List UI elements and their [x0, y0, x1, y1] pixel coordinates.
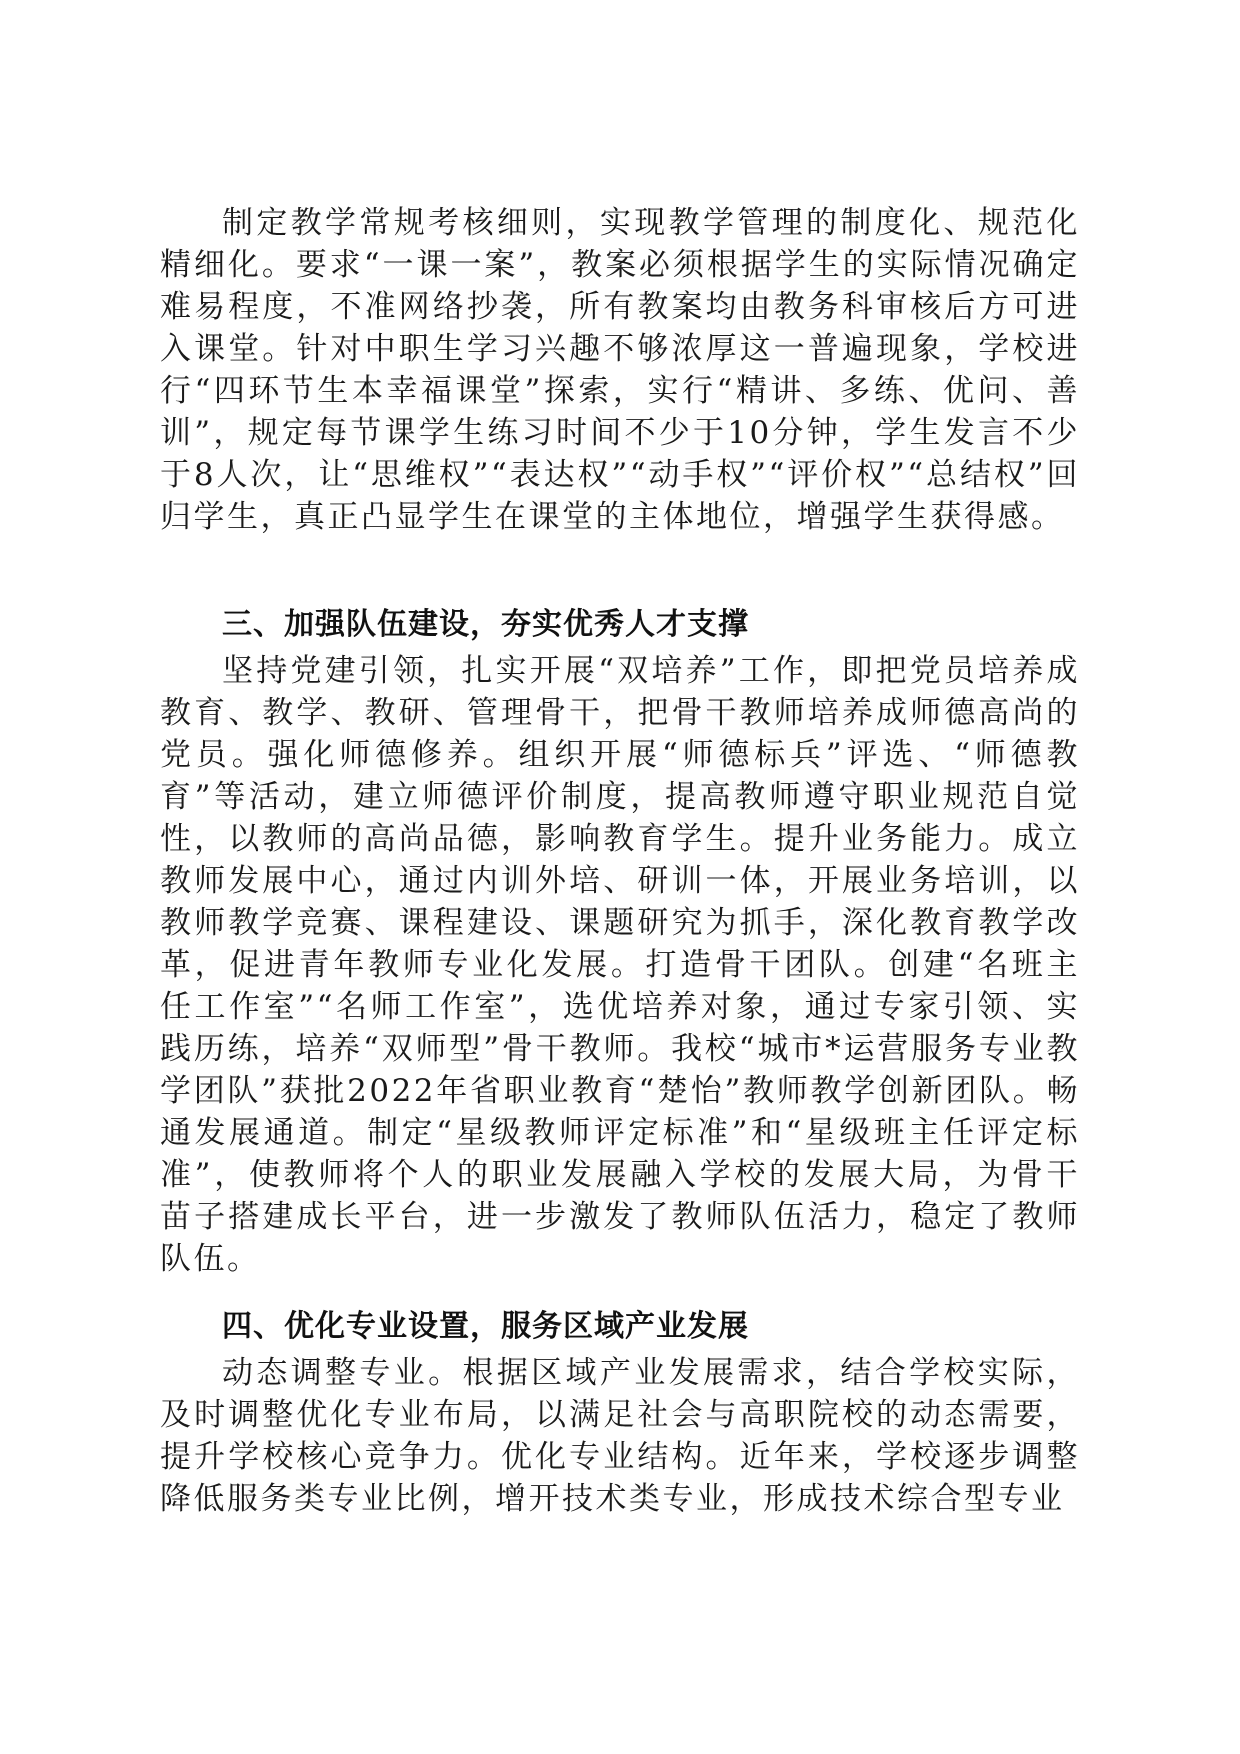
body-paragraph-major-setting: 动态调整专业。根据区域产业发展需求，结合学校实际，及时调整优化专业布局，以满足社会与高职院校的动态需要，提升学校核心竞争力。优化专业结构。近年来，学校逐步调整降低服务类专业比例，增开技术类专业，形成技术综合型专业	[160, 1355, 1080, 1517]
body-paragraph-teaching-routine: 制定教学常规考核细则，实现教学管理的制度化、规范化精细化。要求“一课一案”，教案必须根据学生的实际情况确定难易程度，不准网络抄袭，所有教案均由教务科审核后方可进入课堂。针对中职生学习兴趣不够浓厚这一普遍现象，学校进行“四环节生本幸福课堂”探索，实行“精讲、多练、优问、善训”，规定每节课学生练习时间不少于10分钟，学生发言不少于8人次，让“思维权”“表达权”“动手权”“评价权”“总结权”回归学生，真正凸显学生在课堂的主体地位，增强学生获得感。	[160, 205, 1080, 535]
section-heading-3: 三、加强队伍建设，夯实优秀人才支撑	[222, 607, 749, 642]
body-paragraph-team-building: 坚持党建引领，扎实开展“双培养”工作，即把党员培养成教育、教学、教研、管理骨干，把骨干教师培养成师德高尚的党员。强化师德修养。组织开展“师德标兵”评选、“师德教育”等活动，建立师德评价制度，提高教师遵守职业规范自觉性，以教师的高尚品德，影响教育学生。提升业务能力。成立教师发展中心，通过内训外培、研训一体，开展业务培训，以教师教学竞赛、课程建设、课题研究为抓手，深化教育教学改革，促进青年教师专业化发展。打造骨干团队。创建“名班主任工作室”“名师工作室”，选优培养对象，通过专家引领、实践历练，培养“双师型”骨干教师。我校“城市*运营服务专业教学团队”获批2022年省职业教育“楚怡”教师教学创新团队。畅通发展通道。制定“星级教师评定标准”和“星级班主任评定标准”，使教师将个人的职业发展融入学校的发展大局，为骨干苗子搭建成长平台，进一步激发了教师队伍活力，稳定了教师队伍。	[160, 653, 1080, 1277]
section-heading-4: 四、优化专业设置，服务区域产业发展	[222, 1309, 749, 1344]
